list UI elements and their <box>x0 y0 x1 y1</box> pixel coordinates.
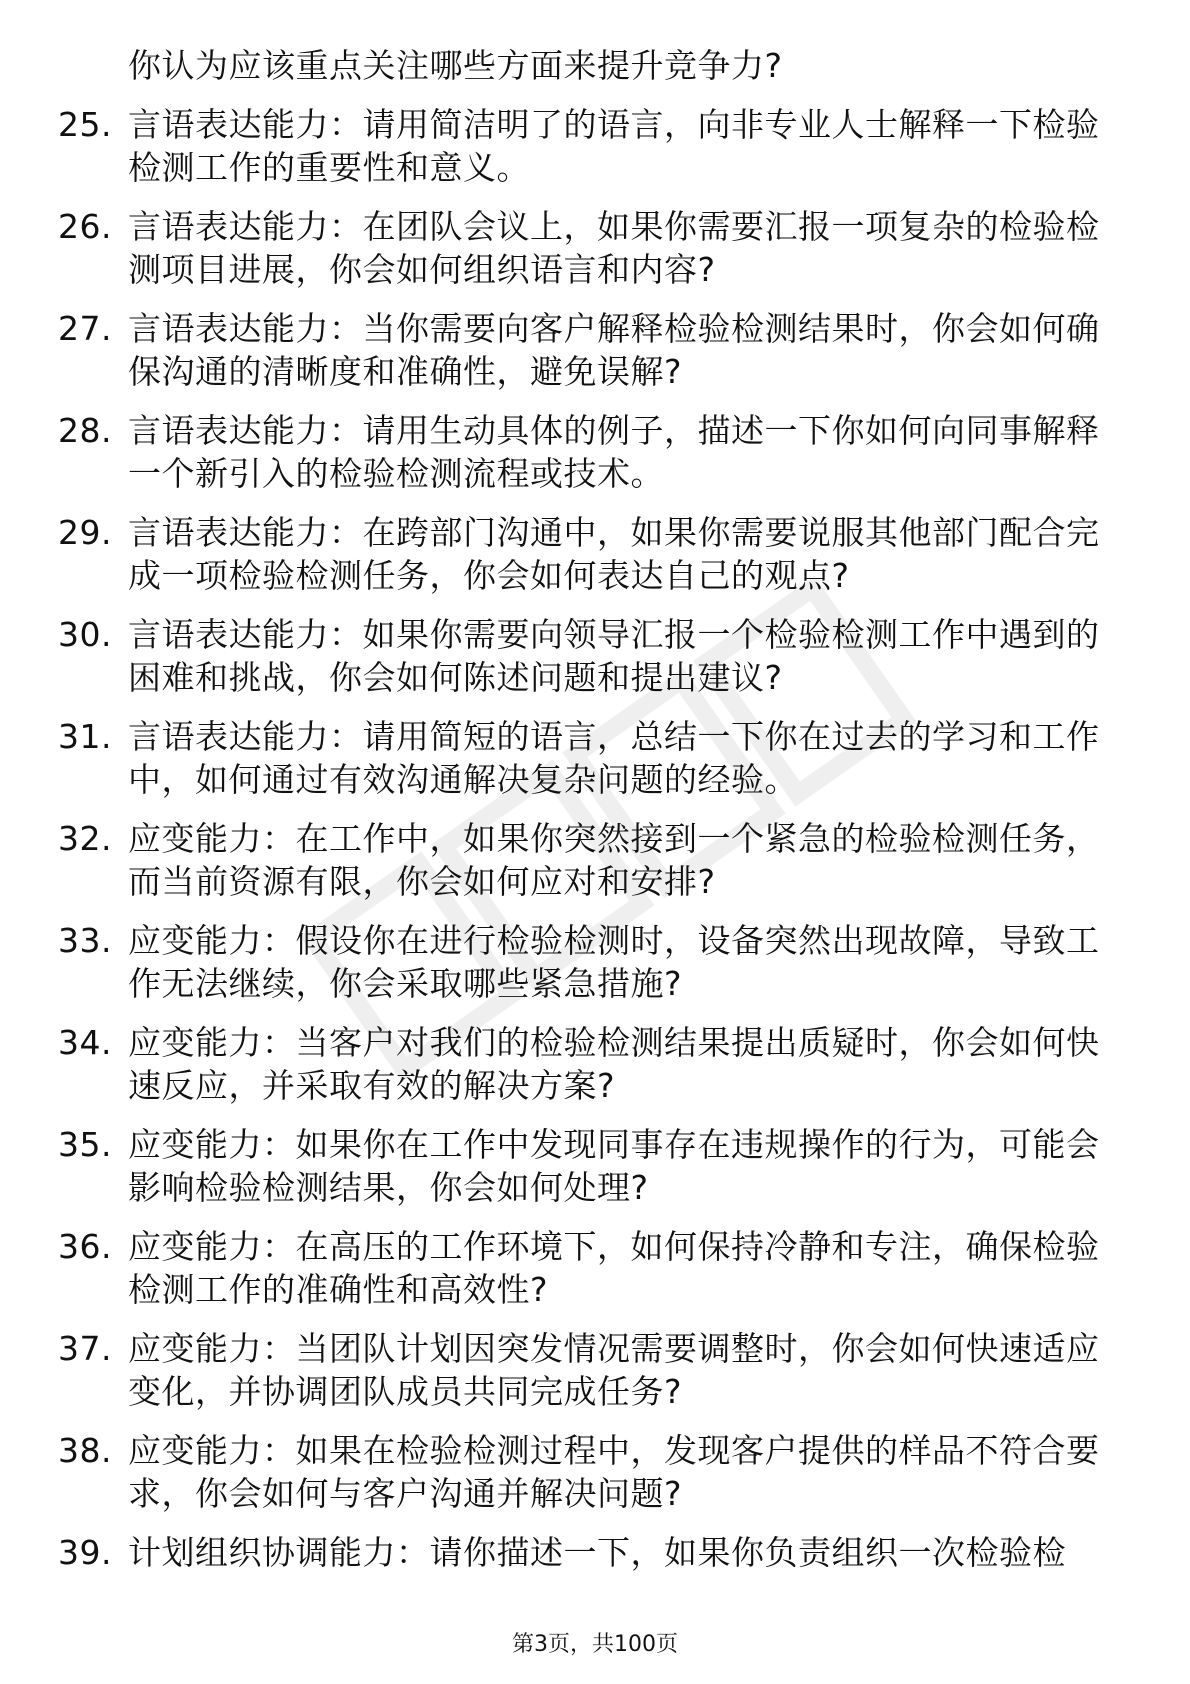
question-text: 应变能力：假设你在进行检验检测时，设备突然出现故障，导致工作无法继续，你会采取哪些紧急措施? <box>128 921 1100 1003</box>
question-number: 32. <box>58 819 112 858</box>
question-number: 33. <box>58 921 112 960</box>
question-item <box>58 1429 1118 1515</box>
question-item <box>58 1225 1118 1311</box>
question-content <box>58 44 1118 1590</box>
question-text: 应变能力：如果在检验检测过程中，发现客户提供的样品不符合要求，你会如何与客户沟通并解决问题? <box>128 1431 1100 1513</box>
question-item <box>58 1021 1118 1107</box>
question-text: 言语表达能力：请用简短的语言，总结一下你在过去的学习和工作中，如何通过有效沟通解决复杂问题的经验。 <box>128 717 1100 799</box>
question-number: 27. <box>58 309 112 348</box>
question-number: 29. <box>58 513 112 552</box>
question-number: 35. <box>58 1125 112 1164</box>
question-item <box>58 205 1118 291</box>
question-item <box>58 715 1118 801</box>
question-text: 言语表达能力：请用简洁明了的语言，向非专业人士解释一下检验检测工作的重要性和意义。 <box>128 105 1100 187</box>
question-number: 34. <box>58 1023 112 1062</box>
continuation-text: 你认为应该重点关注哪些方面来提升竞争力? <box>128 46 783 85</box>
question-text: 言语表达能力：如果你需要向领导汇报一个检验检测工作中遇到的困难和挑战，你会如何陈述问题和提出建议? <box>128 615 1100 697</box>
question-text: 言语表达能力：当你需要向客户解释检验检测结果时，你会如何确保沟通的清晰度和准确性，避免误解? <box>128 309 1100 391</box>
question-number: 25. <box>58 105 112 144</box>
question-number: 31. <box>58 717 112 756</box>
question-number: 38. <box>58 1431 112 1470</box>
question-text: 应变能力：当团队计划因突发情况需要调整时，你会如何快速适应变化，并协调团队成员共同完成任务? <box>128 1329 1100 1411</box>
question-text: 应变能力：在高压的工作环境下，如何保持冷静和专注，确保检验检测工作的准确性和高效性? <box>128 1227 1100 1309</box>
page-footer: 第3页，共100页 <box>512 1632 678 1657</box>
question-number: 26. <box>58 207 112 246</box>
question-text: 计划组织协调能力：请你描述一下，如果你负责组织一次检验检 <box>128 1533 1066 1572</box>
question-list <box>58 103 1118 1574</box>
question-item <box>58 409 1118 495</box>
question-number: 36. <box>58 1227 112 1266</box>
question-item <box>58 1531 1118 1574</box>
question-number: 37. <box>58 1329 112 1368</box>
question-item <box>58 1123 1118 1209</box>
question-number: 28. <box>58 411 112 450</box>
question-number: 39. <box>58 1533 112 1572</box>
question-number: 30. <box>58 615 112 654</box>
question-text: 应变能力：在工作中，如果你突然接到一个紧急的检验检测任务，而当前资源有限，你会如何应对和安排? <box>128 819 1100 901</box>
question-text: 言语表达能力：请用生动具体的例子，描述一下你如何向同事解释一个新引入的检验检测流程或技术。 <box>128 411 1100 493</box>
question-item <box>58 103 1118 189</box>
question-item <box>58 511 1118 597</box>
question-text: 应变能力：当客户对我们的检验检测结果提出质疑时，你会如何快速反应，并采取有效的解决方案? <box>128 1023 1100 1105</box>
question-item <box>58 1327 1118 1413</box>
question-item <box>58 817 1118 903</box>
question-item <box>58 919 1118 1005</box>
question-text: 言语表达能力：在跨部门沟通中，如果你需要说服其他部门配合完成一项检验检测任务，你会如何表达自己的观点? <box>128 513 1100 595</box>
question-text: 言语表达能力：在团队会议上，如果你需要汇报一项复杂的检验检测项目进展，你会如何组织语言和内容? <box>128 207 1100 289</box>
question-item <box>58 613 1118 699</box>
question-text: 应变能力：如果你在工作中发现同事存在违规操作的行为，可能会影响检验检测结果，你会如何处理? <box>128 1125 1100 1207</box>
question-item <box>58 307 1118 393</box>
